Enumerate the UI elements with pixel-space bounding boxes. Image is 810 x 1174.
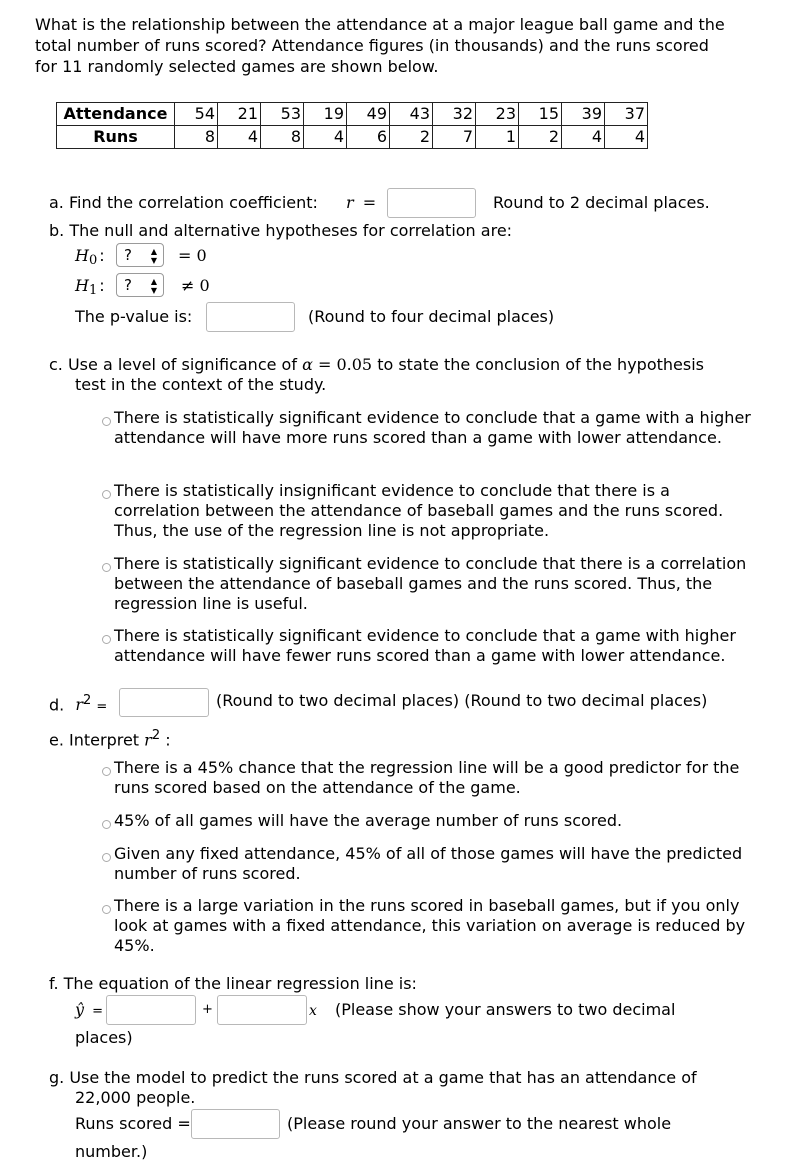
part-f-prompt: f. The equation of the linear regression line is: (49, 974, 417, 993)
part-e-radio-4[interactable] (102, 905, 111, 914)
yhat-symbol: ŷ (75, 1000, 85, 1019)
correlation-coefficient-input[interactable] (387, 188, 476, 218)
part-c-prompt-line1 (49, 355, 704, 375)
h0-label (75, 246, 105, 271)
table-cell: 54 (175, 103, 218, 126)
r-variable: r (346, 193, 354, 212)
alpha-symbol: α (302, 355, 313, 374)
table-cell: 8 (261, 126, 304, 149)
part-e-option-4[interactable]: There is a large variation in the runs scored in baseball games, but if you only look at games with a fixed attendance, this variation on average is reduced by 45%. (114, 896, 746, 955)
h0-parameter-select[interactable] (116, 243, 164, 267)
table-cell: 7 (433, 126, 476, 149)
part-c-text-post: to state the conclusion of the hypothesis (377, 355, 704, 374)
part-c-option-1[interactable]: There is statistically significant evidence to conclude that a game with a higher attendance will have more runs scored than a game with lower attendance. (114, 408, 751, 447)
h1-parameter-select[interactable] (116, 273, 164, 297)
part-c-radio-2[interactable] (102, 490, 111, 499)
part-e-option-1[interactable]: There is a 45% chance that the regression line will be a good predictor for the runs scored based on the attendance of the game. (114, 758, 740, 797)
pvalue-input[interactable] (206, 302, 295, 332)
table-cell: 43 (390, 103, 433, 126)
row-header: Attendance (57, 103, 175, 126)
part-a-prompt: a. Find the correlation coefficient: (49, 193, 318, 212)
pvalue-label: The p-value is: (75, 307, 193, 326)
part-c-option-2[interactable]: There is statistically insignificant evidence to conclude that there is a correlation between the attendance of baseball games and the runs scored. Thus, the use of the regression line is not appropriate. (114, 481, 724, 540)
part-e-radio-3[interactable] (102, 853, 111, 862)
part-e-option-2[interactable]: 45% of all games will have the average number of runs scored. (114, 811, 623, 830)
h1-letter: H (75, 276, 89, 295)
table-cell: 32 (433, 103, 476, 126)
part-c-text-pre: c. Use a level of significance of (49, 355, 297, 374)
part-c-radio-1[interactable] (102, 417, 111, 426)
table-cell: 6 (347, 126, 390, 149)
r-squared-input[interactable] (119, 688, 209, 717)
select-arrows-icon: ▲ ▼ (150, 277, 157, 295)
x-symbol: x (309, 1003, 317, 1019)
table-cell: 4 (304, 126, 347, 149)
part-d-label (49, 691, 107, 717)
h0-relation-text: = 0 (178, 246, 207, 265)
select-arrows-icon: ▲ ▼ (150, 247, 157, 265)
h0-relation (178, 246, 207, 266)
table-cell: 39 (562, 103, 605, 126)
h0-letter: H (75, 246, 89, 265)
x-variable (309, 1000, 317, 1021)
alpha-value: = 0.05 (317, 355, 373, 374)
slope-input[interactable] (217, 995, 307, 1025)
plus-sign: + (202, 1002, 213, 1017)
part-d-round-note: (Round to two decimal places) (Round to two decimal places) (216, 691, 708, 710)
part-g-note: (Please round your answer to the nearest whole (287, 1114, 672, 1133)
r-variable: r (75, 695, 83, 715)
intercept-input[interactable] (106, 995, 196, 1025)
part-c-option-3[interactable]: There is statistically significant evidence to conclude that there is a correlation between the attendance of baseball games and the runs scored. Thus, the regression line is useful. (114, 554, 747, 613)
table-cell: 53 (261, 103, 304, 126)
pvalue-round-note: (Round to four decimal places) (308, 307, 555, 326)
table-cell: 15 (519, 103, 562, 126)
h1-relation-text: ≠ 0 (181, 276, 210, 295)
runs-scored-input[interactable] (191, 1109, 280, 1139)
h1-subscript: 1 (88, 283, 98, 298)
part-g-note-cont: number.) (75, 1142, 148, 1161)
table-row-runs (57, 126, 648, 149)
equals-sign: = (96, 699, 108, 715)
h1-select-value: ? (124, 276, 132, 294)
part-a-round-note: Round to 2 decimal places. (493, 193, 710, 212)
table-cell: 4 (562, 126, 605, 149)
yhat-label (75, 1000, 103, 1022)
part-e-radio-2[interactable] (102, 820, 111, 829)
part-b-prompt: b. The null and alternative hypotheses for correlation are: (49, 221, 513, 240)
part-e-colon: : (165, 730, 171, 750)
part-c-prompt-line2: test in the context of the study. (75, 375, 327, 394)
h0-subscript: 0 (88, 253, 98, 268)
squared-superscript: 2 (83, 693, 92, 708)
table-cell: 23 (476, 103, 519, 126)
equals-sign: = (362, 193, 377, 212)
part-c-radio-3[interactable] (102, 563, 111, 572)
part-e-prompt (49, 726, 171, 750)
table-cell: 21 (218, 103, 261, 126)
table-cell: 49 (347, 103, 390, 126)
equals-sign: = (92, 1004, 104, 1019)
table-row-attendance (57, 103, 648, 126)
table-cell: 4 (218, 126, 261, 149)
table-cell: 2 (390, 126, 433, 149)
row-header: Runs (57, 126, 175, 149)
h0-colon: : (99, 246, 105, 265)
table-cell: 8 (175, 126, 218, 149)
h1-colon: : (99, 276, 105, 295)
h1-label (75, 276, 105, 301)
part-e-prefix: e. Interpret (49, 730, 140, 750)
intro-line: total number of runs scored? Attendance figures (in thousands) and the runs scored (35, 36, 709, 55)
part-c-option-4[interactable]: There is statistically significant evidence to conclude that a game with higher attendance will have fewer runs scored than a game with lower attendance. (114, 626, 736, 665)
part-f-note: (Please show your answers to two decimal (335, 1000, 676, 1019)
table-cell: 37 (605, 103, 648, 126)
part-e-option-3[interactable]: Given any fixed attendance, 45% of all of those games will have the predicted number of runs scored. (114, 844, 743, 883)
part-f-note-cont: places) (75, 1028, 133, 1047)
intro-line: What is the relationship between the attendance at a major league ball game and the (35, 15, 725, 34)
table-cell: 2 (519, 126, 562, 149)
table-cell: 4 (605, 126, 648, 149)
runs-scored-label: Runs scored = (75, 1114, 191, 1133)
question-intro (35, 14, 725, 77)
part-e-radio-1[interactable] (102, 767, 111, 776)
table-cell: 1 (476, 126, 519, 149)
table-cell: 19 (304, 103, 347, 126)
part-c-radio-4[interactable] (102, 635, 111, 644)
intro-line: for 11 randomly selected games are shown below. (35, 57, 439, 76)
r-variable: r (144, 730, 152, 750)
part-g-prompt-line1: g. Use the model to predict the runs scored at a game that has an attendance of (49, 1068, 697, 1087)
r-symbol (346, 193, 376, 213)
h1-relation (181, 276, 210, 296)
part-g-prompt-line2: 22,000 people. (75, 1088, 196, 1107)
h0-select-value: ? (124, 246, 132, 264)
part-d-prefix: d. (49, 695, 65, 715)
squared-superscript: 2 (151, 728, 161, 743)
data-table (56, 102, 648, 149)
